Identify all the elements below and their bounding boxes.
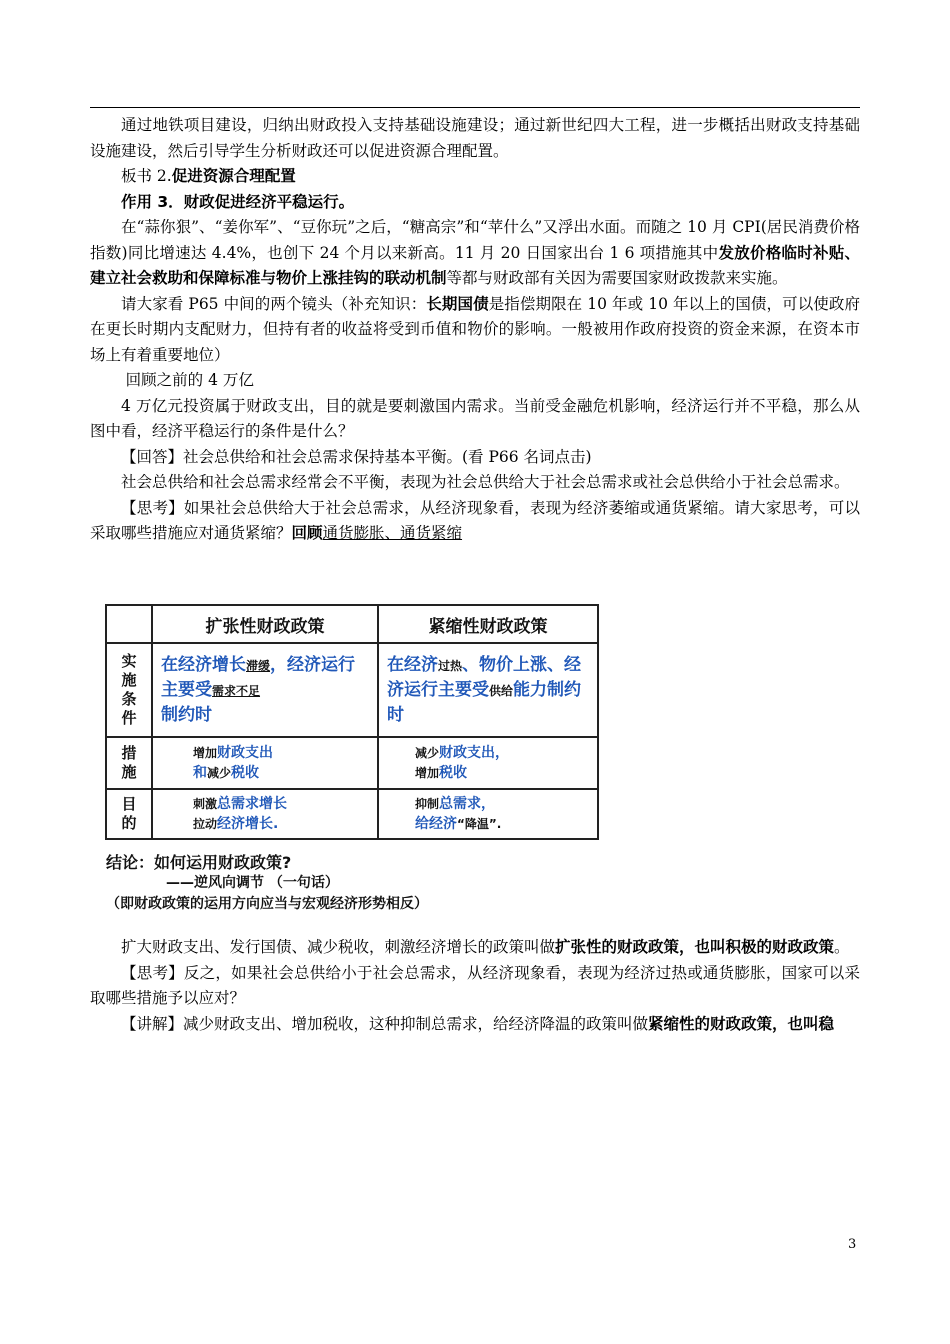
- cell-con-conditions: 在经济过热、物价上涨、经济运行主要受供给能力制约时: [378, 643, 598, 737]
- body-text-top: [90, 113, 860, 547]
- conclusion-note: （即财政政策的运用方向应当与宏观经济形势相反）: [106, 896, 428, 912]
- blackboard-note: 板书 2.促进资源合理配置: [121, 167, 296, 185]
- conclusion-title: 结论：如何运用财政政策?: [106, 853, 292, 872]
- paragraph: 在“蒜你狠”、“姜你军”、“豆你玩”之后，“糖高宗”和“苹什么”又浮出水面。而随之 10 月 CPI(居民消费价格指数)同比增速达 4.4%，也创下 24 个月以来新高。11 月 20 日国家出台 1 6 项措施其中发放价格临时补贴、建立社会救助和保障标准与物价上涨挂钩的联动机制等都与财政部有关因为需要国家财政拨款来实施。: [90, 218, 860, 287]
- page-number: 3: [848, 1237, 857, 1252]
- cell-exp-measures: 增加财政支出 和减少税收: [152, 737, 378, 789]
- table-row: [106, 605, 598, 643]
- conclusion-block: [106, 853, 606, 915]
- policy-table: [105, 604, 599, 840]
- table-row: [106, 643, 598, 737]
- question: 【思考】反之，如果社会总供给小于社会总需求，从经济现象看，表现为经济过热或通货膨胀，国家可以采取哪些措施予以应对？: [90, 963, 860, 1007]
- body-text-bottom: [90, 935, 860, 1037]
- paragraph: 回顾之前的 4 万亿: [125, 371, 254, 389]
- corner-cell: [106, 605, 152, 643]
- header-expansionary: 扩张性财政政策: [152, 605, 378, 643]
- cell-exp-conditions: 在经济增长滞缓，经济运行主要受需求不足 制约时: [152, 643, 378, 737]
- row-label-conditions: 实施条件: [106, 643, 152, 737]
- header-contractionary: 紧缩性财政政策: [378, 605, 598, 643]
- conclusion-subtitle: ——逆风向调节 （一句话）: [166, 875, 339, 891]
- paragraph: 社会总供给和社会总需求经常会不平衡，表现为社会总供给大于社会总需求或社会总供给小于社会总需求。: [121, 473, 850, 491]
- fiscal-policy-table: [105, 604, 597, 836]
- table-row: [106, 737, 598, 789]
- cell-exp-purpose: 刺激总需求增长 拉动经济增长.: [152, 789, 378, 839]
- table-row: [106, 789, 598, 839]
- paragraph: 4 万亿元投资属于财政支出，目的就是要刺激国内需求。当前受金融危机影响，经济运行并不平稳，那么从图中看，经济平稳运行的条件是什么？: [90, 396, 860, 440]
- cell-con-measures: 减少财政支出， 增加税收: [378, 737, 598, 789]
- paragraph: 通过地铁项目建设，归纳出财政投入支持基础设施建设；通过新世纪四大工程，进一步概括出财政支持基础设施建设，然后引导学生分析财政还可以促进资源合理配置。: [90, 116, 860, 160]
- explanation: 【讲解】减少财政支出、增加税收，这种抑制总需求，给经济降温的政策叫做紧缩性的财政政策，也叫稳: [121, 1014, 835, 1033]
- section-heading: 作用 3．财政促进经济平稳运行。: [121, 192, 355, 211]
- row-label-purpose: 目的: [106, 789, 152, 839]
- row-label-measures: 措施: [106, 737, 152, 789]
- header-rule: [90, 107, 860, 108]
- paragraph: 扩大财政支出、发行国债、减少税收，刺激经济增长的政策叫做扩张性的财政政策，也叫积极的财政政策。: [121, 938, 850, 956]
- answer: 【回答】社会总供给和社会总需求保持基本平衡。(看 P66 名词点击): [121, 447, 592, 466]
- question: 【思考】如果社会总供给大于社会总需求，从经济现象看，表现为经济萎缩或通货紧缩。请大家思考，可以采取哪些措施应对通货紧缩？回顾通货膨胀、通货紧缩: [90, 498, 860, 542]
- cell-con-purpose: 抑制总需求， 给经济“降温”.: [378, 789, 598, 839]
- paragraph: 请大家看 P65 中间的两个镜头（补充知识：长期国债是指偿期限在 10 年或 10 年以上的国债，可以使政府在更长时期内支配财力，但持有者的收益将受到币值和物价的影响。一般被用作政府投资的资金来源，在资本市场上有着重要地位）: [90, 294, 860, 364]
